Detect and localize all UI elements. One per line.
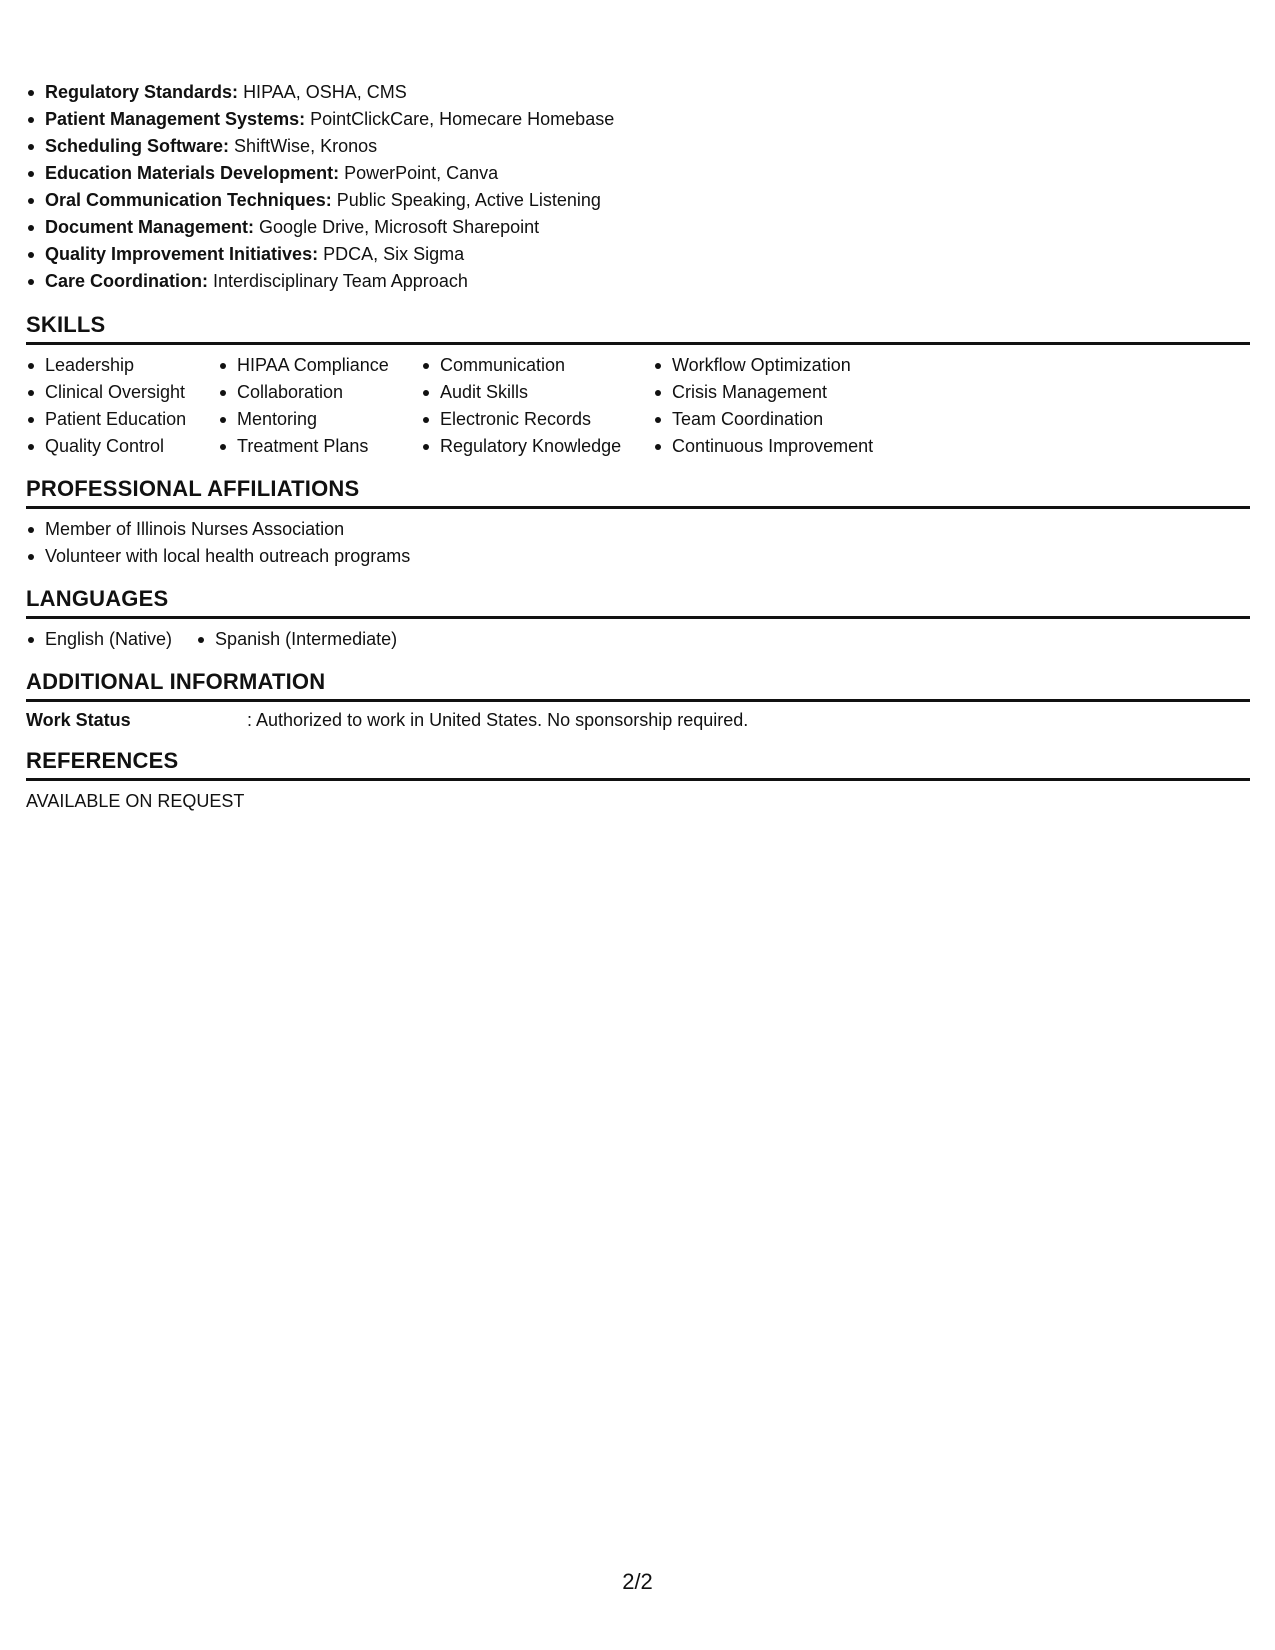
tool-label: Care Coordination: (45, 271, 209, 291)
list-item (26, 241, 1250, 268)
list-item: Electronic Records (421, 406, 628, 433)
list-item: English (Native) (26, 626, 172, 653)
tool-value: PowerPoint, Canva (344, 163, 499, 183)
list-item: HIPAA Compliance (218, 352, 396, 379)
list-item (26, 79, 1250, 106)
skills-column (218, 352, 396, 460)
tool-label: Regulatory Standards: (45, 82, 239, 102)
work-status-label: Work Status (26, 710, 131, 730)
list-item (26, 187, 1250, 214)
list-item: Treatment Plans (218, 433, 396, 460)
list-item: Mentoring (218, 406, 396, 433)
tool-label: Education Materials Development: (45, 163, 340, 183)
languages-heading: LANGUAGES (26, 586, 1250, 619)
tool-label: Scheduling Software: (45, 136, 230, 156)
list-item: Communication (421, 352, 628, 379)
list-item: Team Coordination (653, 406, 873, 433)
skills-grid (26, 352, 1250, 460)
work-status-row (26, 708, 1250, 732)
list-item: Leadership (26, 352, 193, 379)
list-item: Clinical Oversight (26, 379, 193, 406)
list-item: Collaboration (218, 379, 396, 406)
skills-column (421, 352, 628, 460)
tool-value: PDCA, Six Sigma (323, 244, 465, 264)
list-item (26, 214, 1250, 241)
tool-label: Quality Improvement Initiatives: (45, 244, 319, 264)
languages-list (26, 626, 1250, 653)
tool-value: PointClickCare, Homecare Homebase (310, 109, 615, 129)
list-item: Quality Control (26, 433, 193, 460)
additional-info-heading: ADDITIONAL INFORMATION (26, 669, 1250, 702)
list-item: Continuous Improvement (653, 433, 873, 460)
tool-label: Oral Communication Techniques: (45, 190, 332, 210)
tool-value: ShiftWise, Kronos (234, 136, 378, 156)
skills-column (26, 352, 193, 460)
technical-tools-list (26, 79, 1250, 295)
tool-value: Public Speaking, Active Listening (336, 190, 601, 210)
list-item: Member of Illinois Nurses Association (26, 516, 1250, 543)
resume-page (26, 79, 1250, 813)
list-item: Crisis Management (653, 379, 873, 406)
list-item (26, 133, 1250, 160)
list-item (26, 268, 1250, 295)
affiliations-heading: PROFESSIONAL AFFILIATIONS (26, 476, 1250, 509)
list-item: Audit Skills (421, 379, 628, 406)
list-item: Workflow Optimization (653, 352, 873, 379)
list-item (26, 160, 1250, 187)
list-item: Spanish (Intermediate) (196, 626, 397, 653)
list-item (26, 106, 1250, 133)
tool-value: Google Drive, Microsoft Sharepoint (259, 217, 540, 237)
references-heading: REFERENCES (26, 748, 1250, 781)
work-status-value: : Authorized to work in United States. No sponsorship required. (247, 710, 749, 730)
page-number: 2/2 (622, 1569, 653, 1594)
skills-column (653, 352, 873, 460)
skills-heading: SKILLS (26, 312, 1250, 345)
list-item: Patient Education (26, 406, 193, 433)
affiliations-list (26, 516, 1250, 570)
tool-label: Document Management: (45, 217, 255, 237)
tool-label: Patient Management Systems: (45, 109, 306, 129)
list-item: Volunteer with local health outreach programs (26, 543, 1250, 570)
list-item: Regulatory Knowledge (421, 433, 628, 460)
tool-value: Interdisciplinary Team Approach (213, 271, 468, 291)
tool-value: HIPAA, OSHA, CMS (243, 82, 407, 102)
references-text: AVAILABLE ON REQUEST (26, 791, 245, 811)
